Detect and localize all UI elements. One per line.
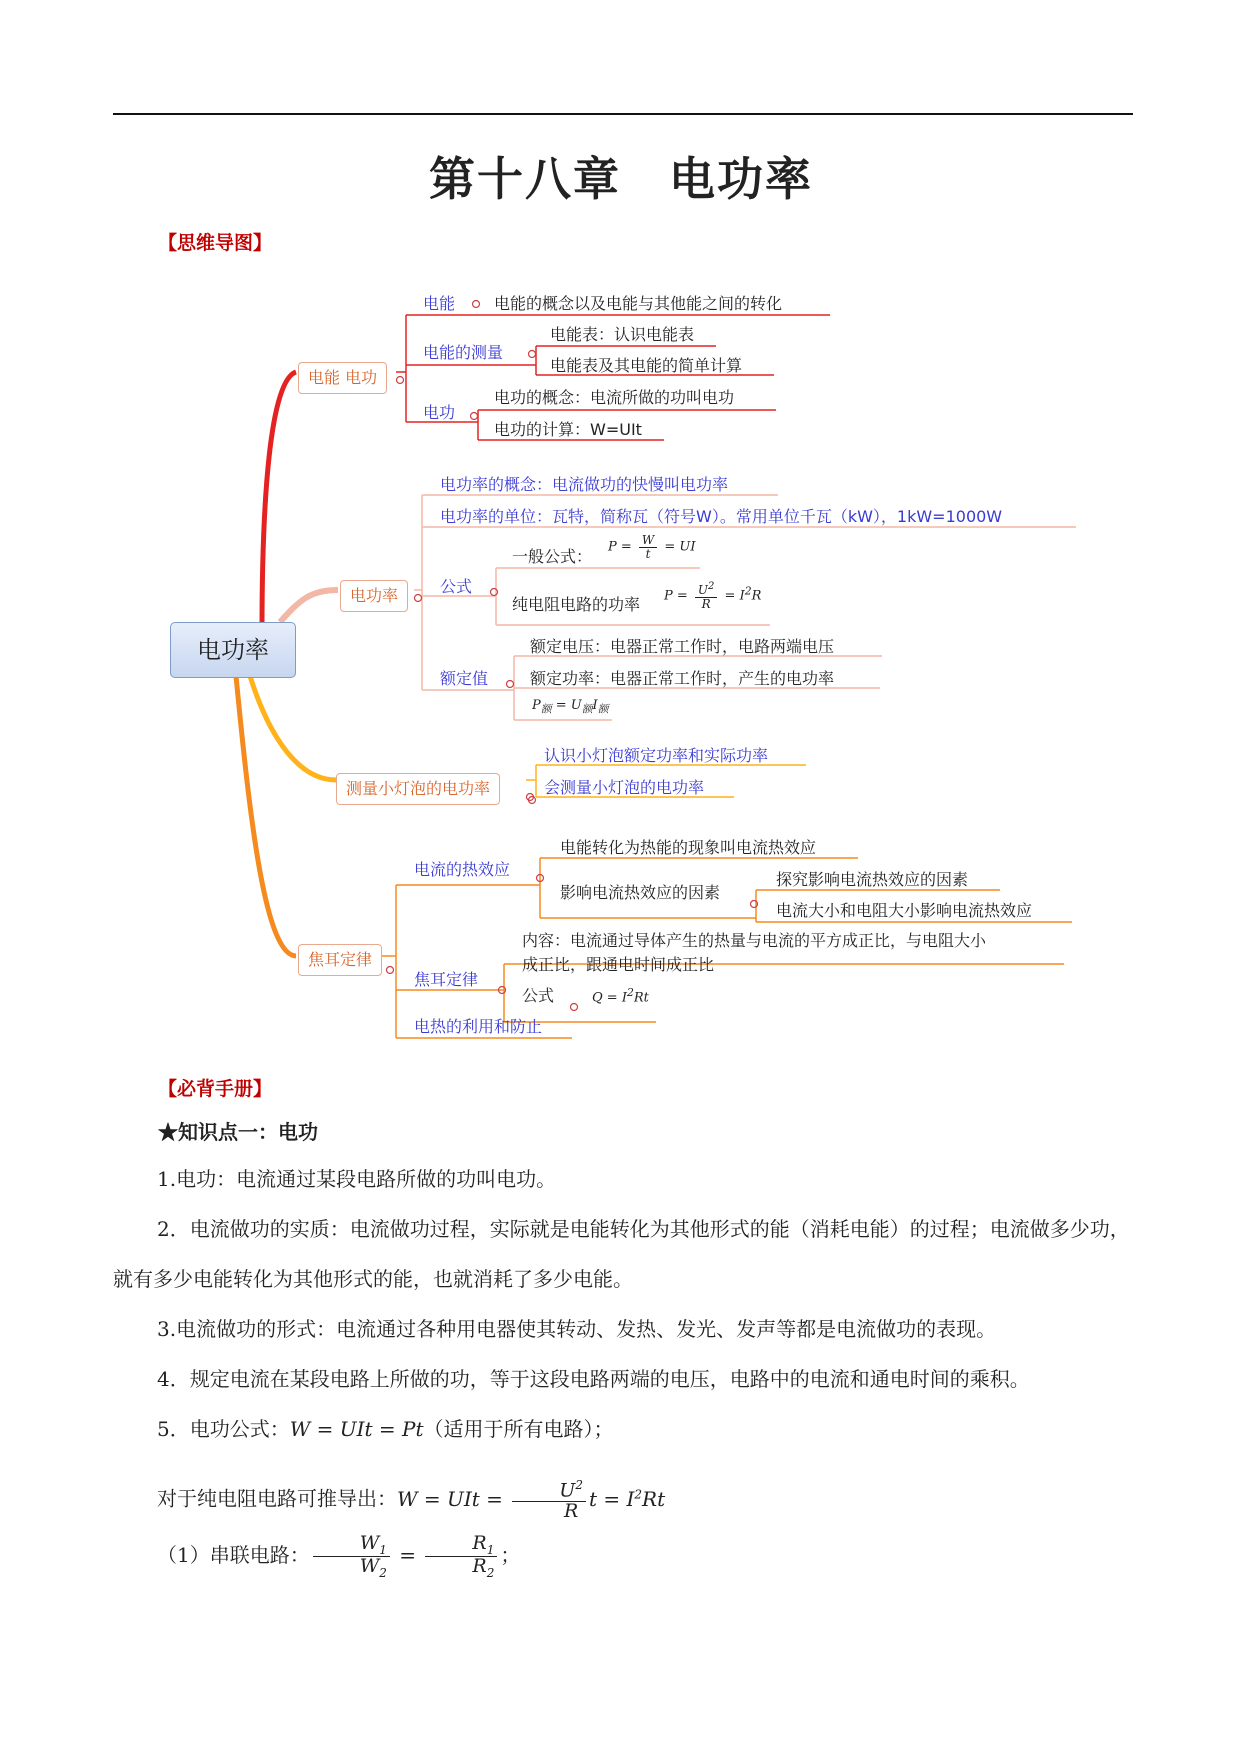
para-5-suffix: （适用于所有电路）；	[423, 1417, 614, 1441]
branch-4-box: 焦耳定律	[298, 944, 382, 976]
node-gongshi: 公式	[440, 577, 473, 596]
branch-curve-1	[262, 372, 296, 630]
node-rexiaoying: 电流的热效应	[414, 860, 511, 879]
formula-joule: $Q = I^2Rt$	[592, 986, 649, 1006]
node-celiang-2: 电能表及其电能的简单计算	[550, 356, 743, 375]
node-dianneng: 电能	[423, 294, 456, 313]
para-4: 4．规定电流在某段电路上所做的功，等于这段电路两端的电压，电路中的电流和通电时间的乘积。	[157, 1367, 1030, 1391]
node-celiang: 电能的测量	[423, 343, 504, 362]
formula-series-ratio: $\frac{W_1}{W_2}$ = $\frac{R_1}{R_2}$	[310, 1543, 501, 1567]
node-rex-2: 影响电流热效应的因素	[560, 883, 721, 902]
node-neirong-1: 内容：电流通过导体产生的热量与电流的平方成正比，与电阻大小	[522, 931, 987, 950]
para-1: 1.电功：电流通过某段电路所做的功叫电功。	[157, 1167, 557, 1191]
node-gainian: 电功率的概念：电流做功的快慢叫电功率	[440, 475, 729, 494]
para-6-prefix: 对于纯电阻电路可推导出：	[157, 1486, 397, 1511]
node-edingzhi: 额定值	[440, 669, 489, 688]
para-7: （1）串联电路： $\frac{W_1}{W_2}$ = $\frac{R_1}{R_2}$ ；	[157, 1531, 521, 1580]
node-rex-2a: 探究影响电流热效应的因素	[776, 870, 969, 889]
node-celiang-1: 电能表：认识电能表	[550, 325, 695, 344]
para-6	[113, 1464, 1133, 1529]
para-5	[113, 1404, 1133, 1454]
node-danwei: 电功率的单位：瓦特，简称瓦（符号W）。常用单位千瓦（kW），1kW=1000W	[440, 507, 1003, 526]
mindmap-root: 电功率	[170, 622, 296, 678]
node-diangong-1: 电功的概念：电流所做的功叫电功	[494, 388, 735, 407]
node-b3-item1: 认识小灯泡额定功率和实际功率	[544, 746, 769, 765]
para-2: 2．电流做功的实质：电流做功过程，实际就是电能转化为其他形式的能（消耗电能）的过程；电流做多少功，就有多少电能转化为其他形式的能，也就消耗了多少电能。	[113, 1217, 1130, 1291]
para-5-prefix: 5．电功公式：	[157, 1417, 290, 1441]
branch-curve-3	[250, 676, 336, 780]
handbook-heading: 【必背手册】	[158, 1078, 273, 1100]
node-gongshi-2: 纯电阻电路的功率	[512, 595, 641, 614]
formula-work: W = UIt = Pt	[289, 1417, 424, 1441]
node-eding-2: 额定功率：电器正常工作时，产生的电功率	[530, 669, 835, 688]
node-dianneng-desc: 电能的概念以及电能与其他能之间的转化	[494, 294, 783, 313]
branch-2-box: 电功率	[340, 580, 408, 612]
node-diangong: 电功	[423, 403, 456, 422]
node-liyong: 电热的利用和防止	[414, 1017, 543, 1036]
node-gongshi-1: 一般公式：	[512, 547, 593, 566]
knowledge-point-title: ★知识点一：电功	[158, 1120, 318, 1144]
formula-resistive-work: W = UIt = $\frac{U^2}{R}$ $t = I^2Rt$	[397, 1477, 666, 1522]
formula-rated-power: $P_额 = U_额I_额$	[532, 698, 609, 716]
branch-1-box: 电能 电功	[298, 362, 387, 394]
node-b3-item2: 会测量小灯泡的电功率	[544, 778, 705, 797]
formula-resistive-power: P = $\frac{U^2}{R}$ = $I^2R$	[664, 581, 762, 611]
para-3: 3.电流做功的形式：电流通过各种用电器使其转动、发热、发光、发声等都是电流做功的表现。	[157, 1317, 997, 1341]
node-diangong-2: 电功的计算：W=UIt	[494, 420, 642, 439]
node-rex-2b: 电流大小和电阻大小影响电流热效应	[776, 901, 1033, 920]
node-neirong-2: 成正比，跟通电时间成正比	[522, 955, 715, 974]
node-b4-gongshi: 公式	[522, 986, 555, 1005]
node-jiaoer: 焦耳定律	[414, 970, 479, 989]
page-title: 第十八章 电功率	[429, 152, 813, 206]
mindmap-heading: 【思维导图】	[158, 232, 273, 254]
para-7-prefix: （1）串联电路：	[157, 1543, 310, 1567]
branch-curve-2	[280, 590, 338, 622]
branch-3-box: 测量小灯泡的电功率	[336, 773, 500, 805]
node-rex-1: 电能转化为热能的现象叫电流热效应	[560, 838, 817, 857]
formula-general-power: P = $\frac{W}{t}$ = UI	[608, 533, 696, 561]
node-eding-1: 额定电压：电器正常工作时，电路两端电压	[530, 637, 835, 656]
